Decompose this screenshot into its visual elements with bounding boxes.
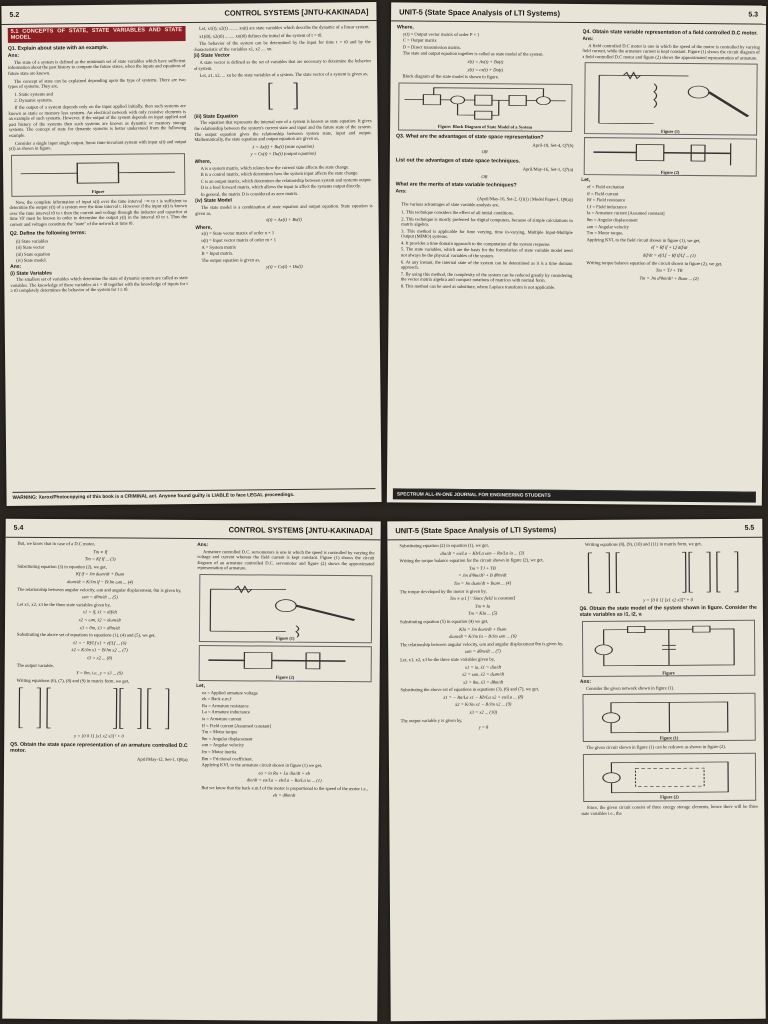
paragraph: A field controlled D.C motor is one in which the speed of the motor is controlled by varying field current, while the armature current is kept constant. Figure (1) shows the circuit diagram of a field controlled D.C motor and figure (2) shows the approximated representation of armature. bbox=[582, 42, 760, 61]
running-title: UNIT-5 (State Space Analysis of LTI Systems) bbox=[395, 524, 557, 535]
page-header bbox=[387, 519, 762, 541]
paragraph: The relationship between angular velocity, ωm and angular displacement, θm is given by, bbox=[17, 586, 182, 593]
definition: B is a control matrix, which determines how the system input affects the state change. bbox=[200, 170, 359, 177]
right-column bbox=[194, 542, 375, 1017]
equation: x1 = ia, ẋ1 = dia/dt bbox=[464, 664, 502, 670]
question: What are the merits of state variable techniques? bbox=[395, 181, 517, 189]
equation: x2 = ωm, ẋ2 = dωm/dt bbox=[78, 617, 121, 623]
equation: ea = ia Ra + La dia/dt + eb bbox=[258, 770, 310, 776]
equation: dωm/dt = K/Jm if − B/Jm ωm ... (4) bbox=[66, 579, 134, 585]
left-column bbox=[393, 24, 575, 488]
equation: y(t) = Cx(t) + Du(t) bbox=[266, 264, 303, 270]
list-item: (i) State variables bbox=[15, 238, 49, 244]
paragraph: But we know that the back e.m.f of the motor is proportional to the speed of the motor i.e., bbox=[201, 784, 368, 792]
equation: ef = Rf if + Lf dif/dt bbox=[650, 244, 688, 251]
question: Q5. Obtain the state space representation of an armature controlled D.C motor. bbox=[10, 741, 188, 754]
paragraph: Since, the given circuit consist of three energy storage elements, hence there will be three state variables i.e., the bbox=[580, 803, 759, 816]
list-item: 4. It provides a time domain approach to the computation of the system response. bbox=[401, 240, 551, 247]
equation: Tm ∝ Ia bbox=[475, 603, 491, 609]
question: Q4. Obtain state variable representation of a field controlled D.C motor. bbox=[582, 29, 758, 37]
page-header bbox=[1, 2, 376, 25]
answer-label: Ans: bbox=[582, 36, 594, 43]
paragraph: Applying KVL to the armature circuit shown in figure (1) we get, bbox=[201, 762, 323, 769]
or-separator: OR bbox=[481, 173, 488, 179]
left-column bbox=[393, 542, 574, 1017]
page-number: 5.4 bbox=[13, 524, 24, 532]
equation: Y = θm, i.e., y = x3 ... (9) bbox=[76, 670, 123, 676]
equation: = Jm d²θm/dt² + B dθm/dt bbox=[458, 572, 507, 579]
paragraph: Let, x1(t), x2(t) ........ xn(t) are state variables which describe the dynamic of a linear system. bbox=[199, 24, 370, 31]
paragraph: Substituting equation (2) in equation (1), we get, bbox=[399, 542, 489, 549]
page-5-3 bbox=[387, 2, 766, 505]
paragraph: Substituting the above set of equations in equations (1), (4) and (5), we get, bbox=[16, 631, 156, 638]
page-number: 5.5 bbox=[744, 524, 755, 532]
definition: Rf = Field resistance bbox=[586, 197, 626, 203]
subheading: (iii) State Equation bbox=[194, 113, 238, 120]
definition: y(t) = Output vector matrix of order P × 1 bbox=[402, 31, 480, 37]
figure-caption: Figure (2) bbox=[658, 795, 681, 801]
state-matrix bbox=[581, 549, 755, 594]
definition: Tm = Motor torque. bbox=[586, 230, 624, 236]
paragraph: The output equation is given as, bbox=[201, 257, 261, 263]
definition: Ra = Armature resistance bbox=[201, 702, 249, 709]
paragraph: Substituting equation (3) in equation (2), we get, bbox=[17, 563, 107, 570]
paragraph: The concept of state can be explained depending upon the type of systems. There are two types of systems. They are, bbox=[8, 76, 186, 90]
equation: ωm = dθm/dt ... (7) bbox=[465, 648, 501, 655]
definition: ea = Applied armature voltage bbox=[202, 689, 258, 696]
paragraph: Substituting the above set of equations in equations (3), (6) and (7), we get, bbox=[400, 686, 540, 693]
answer-label: Ans: bbox=[579, 679, 592, 686]
paragraph: The behavior of the system can be determined by the input for time t > t0 and by the characteristic of the variables x1, x2 .... xn. bbox=[193, 39, 371, 52]
definition: u(t) = Input vector matrix of order m × 1 bbox=[201, 237, 277, 243]
right-column bbox=[579, 541, 760, 1016]
subheading: (i) State Variables bbox=[10, 270, 52, 277]
figure-system bbox=[11, 153, 185, 197]
page-header bbox=[6, 519, 381, 541]
equation: ẋ1 = − Ra/La x1 − Kb/La x2 + ea/La ... (8) bbox=[443, 694, 524, 700]
question: List out the advantages of state space techniques. bbox=[395, 157, 521, 165]
equation: dif/dt = ef/Lf − Rf if/Lf ... (1) bbox=[642, 252, 696, 258]
list-item: 8. This method can be used as substitute, where Laplace transform is not applicable. bbox=[400, 283, 556, 290]
running-title: UNIT-5 (State Space Analysis of LTI Systems) bbox=[399, 6, 561, 18]
figure-caption: Figure (2) bbox=[274, 675, 297, 681]
equation: y = [0 0 1] [x1 x2 x3]ᵀ + 0 bbox=[74, 733, 124, 739]
equation: y = θ bbox=[478, 724, 489, 730]
paragraph: x1(t0), x2(t0) ........ xn(t0) defines the initial of the system of t = t0. bbox=[199, 32, 323, 39]
paragraph: In general, the matrix D is considered as zero matrix. bbox=[200, 190, 299, 197]
list-item: 2. Dynamic systems. bbox=[14, 97, 53, 104]
equation: Tm = TJ + TB bbox=[469, 565, 496, 571]
equation: y = [0 0 1] [x1 x2 x3]ᵀ + 0 bbox=[643, 596, 693, 603]
figure-armature-motor-circuit bbox=[198, 574, 372, 643]
paragraph: The state of a system is defined as the minimum set of state variables which have sufficient information about the past history to compute the future states, when the inputs and equations of future state are known. bbox=[8, 57, 186, 76]
list-item: (ii) State vector bbox=[15, 244, 45, 251]
paragraph: Now, the complete information of input x(t) over the time interval −∞ to t is sufficient to determine the output y(t) of a system over the time interval t. However if the input x(t) is known over the time interval t0 to t then the current and voltage through the inductor and capacitor at time 't0' must be known in order to determine the output y(t) in the interval t0 to t. Thus the current and voltages constitute the "state" of the network at time t0. bbox=[9, 197, 188, 227]
exam-reference: April/May-16, Set-1, Q7(a) bbox=[522, 166, 574, 172]
definition: x(t) = State vector matrix of order n × 1 bbox=[201, 230, 275, 237]
figure-network-2 bbox=[582, 753, 756, 802]
definition: Tm = Motor torque bbox=[201, 729, 238, 735]
list-item: (iii) State equation bbox=[15, 251, 51, 257]
paragraph: If the output of a system depends only on the input applied initially, then such systems are known as static or memory less systems. An electrical network with only resistive elements is an example of such systems. However, if the output of the system depends on input applied and past history of the systems then such systems are known as dynamic or memory storage systems. The concept of state for dynamic systems is better understood from the following example. bbox=[8, 102, 187, 138]
question: Q2. Define the following terms: bbox=[9, 229, 87, 237]
where-label: Where, bbox=[195, 224, 212, 231]
list-item: (iv) State model. bbox=[16, 257, 47, 264]
definition: ef = Field excitation bbox=[587, 184, 625, 190]
definition: Ia = Armature current [Assumed constant] bbox=[586, 210, 665, 217]
list-item: 7. By using this method, the complexity of the system can be reduced greatly by considering the vector matrix algebra and compact notations of matrices with normal form. bbox=[400, 271, 573, 284]
equation: ẋ2 = K/Jm x1 − B/Jm x2 ... (9) bbox=[455, 701, 512, 708]
figure-armature-approx bbox=[198, 645, 372, 682]
equation: ẋ(t) = Ax(t) + Bu(t) bbox=[467, 59, 504, 65]
figure-caption: Figure (1) bbox=[274, 636, 297, 642]
equation: Tm ∝ If bbox=[93, 548, 108, 555]
subheading: (iv) State Model bbox=[194, 198, 232, 205]
definition: ωm = Angular velocity bbox=[586, 223, 629, 229]
equation: Tm = Kf If ... (3) bbox=[84, 556, 116, 562]
state-vector-matrix bbox=[196, 80, 370, 112]
figure-armature-approx bbox=[583, 137, 757, 177]
paragraph: Let, x1, x2, x3 be the three state variables given by, bbox=[400, 656, 495, 663]
answer-label: Ans: bbox=[395, 188, 407, 195]
definition: D is a feed forward matrix, which allows the input to affect the systems output directly. bbox=[200, 183, 362, 191]
question: Q1. Explain about state with an example. bbox=[7, 45, 109, 53]
paragraph: The relationship between angular velocity, ωm and angular displacement θm is given by, bbox=[400, 640, 564, 647]
answer-label: Ans: bbox=[10, 263, 22, 270]
definition: La = Armature inductance bbox=[201, 709, 251, 715]
equation: x3 = θm, ẋ3 = dθm/dt bbox=[79, 624, 120, 631]
page-footer bbox=[12, 488, 375, 503]
paragraph: A state vector is defined as the set of variables that are necessary to determine the behavior of system. bbox=[193, 58, 372, 71]
right-column bbox=[578, 26, 760, 490]
exam-reference: April-18, Set-4, Q7(b) bbox=[532, 142, 574, 148]
equation: Tm = KIa ... (5) bbox=[467, 610, 498, 617]
figure-caption: Figure (2) bbox=[659, 169, 682, 175]
definition: ωm = Angular velocity bbox=[201, 742, 244, 748]
figure-network-1 bbox=[582, 693, 756, 742]
where-label: Where, bbox=[396, 24, 414, 31]
question: Q3. What are the advantages of state space representation? bbox=[395, 133, 544, 141]
equation: Kf if = Jm dωm/dt + Bωm bbox=[75, 571, 125, 577]
section-tag: 5.1 CONCEPTS OF STATE, STATE VARIABLES AND STATE MODEL bbox=[8, 26, 186, 43]
equation: Tm = TJ + TB bbox=[655, 267, 683, 274]
paragraph: The equation that represents the internal rate of a system is known as state equation. It gives the relationship between the system's current state and input and the future state of the system. The output equation gives the relationship between system state, input and output. Mathematically, the state equation and output equation are given as, bbox=[194, 118, 372, 143]
subheading: (ii) State Vector bbox=[193, 52, 230, 60]
equation: ẋ = Ax(t) + Bu(t) (state equation) bbox=[252, 143, 314, 150]
definition: D = Direct transmission matrix. bbox=[402, 44, 462, 50]
definition: B = Input matrix. bbox=[201, 250, 234, 257]
journal-banner: SPECTRUM ALL-IN-ONE JOURNAL FOR ENGINEERING STUDENTS bbox=[396, 491, 551, 499]
paragraph: Let, x1, x2, ... xn be the state variables of a system. The state vector of a system is given as, bbox=[199, 71, 368, 79]
figure-network bbox=[581, 620, 755, 677]
definition: ia = Armature current bbox=[201, 716, 242, 722]
paragraph: The state and output equation together is called as state model of the system. bbox=[402, 50, 544, 58]
answer-label: Ans: bbox=[197, 542, 209, 549]
paragraph: Consider a single input single output, linear time-invariant system with input x(t) and output y(t) as shown in figure. bbox=[8, 138, 187, 152]
equation: ẋ2 = K/Jm x1 − B/Jm x2 ... (7) bbox=[71, 647, 128, 653]
paragraph: The smallest set of variables which determine the state of dynamic system are called as state variables. The knowledge of these variables at t = t0 together with the knowledge of inputs for t ≥ t0 completely determines the behavior of the system for t ≥ t0. bbox=[10, 275, 188, 294]
warning-text: WARNING: Xerox/Photocopying of this book is a CRIMINAL act. Anyone found guilty is LIABLE to face LEGAL proceedings. bbox=[12, 492, 295, 501]
page-header bbox=[391, 2, 766, 24]
paragraph: Writing equations (8), (9), (10) and (11) in matrix form, we get, bbox=[584, 541, 702, 547]
definition: eb = Back e.m.f bbox=[201, 696, 232, 702]
equation: ẋ3 = x2 ... (8) bbox=[86, 655, 113, 661]
let-label: Let, bbox=[581, 177, 591, 184]
paragraph: Let x1, x2, x3 be the three state variables given by, bbox=[17, 601, 111, 608]
equation: dia/dt = ea/La − Kb/La ωm − Ra/La ia ... (3) bbox=[440, 549, 525, 556]
definition: If = Field current [Assumed constant] bbox=[201, 722, 272, 729]
equation: x2 = ωm, ẋ2 = dωm/dt bbox=[462, 671, 505, 677]
paragraph: Consider the given network shown in figure (1). bbox=[585, 685, 675, 691]
where-label: Where, bbox=[194, 158, 212, 165]
paragraph: Substituting equation (5) in equation (4) we get, bbox=[399, 618, 489, 625]
running-title: CONTROL SYSTEMS [JNTU-KAKINADA] bbox=[224, 6, 369, 18]
equation: eb = dθm/dt bbox=[272, 793, 296, 799]
equation: ẋ1 = − Rf/Lf x1 + ef/Lf ... (6) bbox=[72, 639, 127, 646]
definition: C is an output matrix, which determines the relationship between system and systems output. bbox=[200, 176, 372, 184]
equation: dωm/dt = K/Jm Ia − B/Jm ωm ... (6) bbox=[449, 633, 517, 640]
figure-caption: Figure: Block Diagram of State Model of a System bbox=[436, 124, 534, 130]
equation: x3 = θm, ẋ3 = dθm/dt bbox=[463, 679, 504, 685]
paragraph: The various advantages of state variable analysis are, bbox=[401, 201, 500, 208]
definition: θm = Angular displacement bbox=[201, 735, 253, 742]
figure-caption: Figure (1) bbox=[658, 735, 681, 741]
answer-label: Ans: bbox=[7, 52, 20, 60]
paragraph: Writing equations (6), (7), (8) and (9) in matrix form, we get, bbox=[16, 677, 130, 684]
paragraph: The output variable y is given by, bbox=[400, 717, 463, 723]
state-matrix bbox=[12, 686, 186, 731]
definition: if = Field current bbox=[587, 190, 619, 196]
exam-reference: April/May-12, Set-1, Q8(a) bbox=[137, 756, 188, 762]
list-item: 1. This technique considers the effect of all initial conditions. bbox=[401, 209, 514, 216]
paragraph: The given circuit shown in figure (1) can be redrawn as shown in figure (2). bbox=[586, 744, 727, 751]
definition: A is a system matrix, which relates how the current state affects the state change. bbox=[200, 163, 350, 171]
page-5-5 bbox=[387, 519, 765, 1022]
left-column bbox=[8, 541, 189, 1016]
left-column bbox=[8, 26, 190, 490]
or-separator: OR bbox=[481, 149, 488, 155]
equation: Tm ∝ φ I [∵ Since field is constant] bbox=[449, 595, 516, 602]
equation: y(t) = cx(t) + Du(t) bbox=[467, 66, 504, 72]
paragraph: The output variable, bbox=[16, 662, 54, 668]
definition: θm = Angular displacement bbox=[586, 217, 638, 223]
definition: C = Output matrix bbox=[402, 37, 437, 43]
equation: x1 = if, ẋ1 = dif/dt bbox=[82, 609, 117, 615]
list-item: 1. Static systems and bbox=[14, 91, 53, 97]
page-number: 5.3 bbox=[748, 10, 759, 19]
right-column bbox=[193, 24, 375, 488]
paragraph: The torque developed by the motor is given by, bbox=[399, 588, 487, 594]
equation: dia/dt = ea/La − eb/La − Ra/La ia ... (1) bbox=[246, 777, 322, 784]
let-label: Let, bbox=[196, 682, 205, 690]
figure-caption: Figure bbox=[90, 189, 106, 195]
definition: Bm = Frictional coefficient. bbox=[201, 755, 253, 761]
figure-field-motor-circuit bbox=[584, 62, 758, 136]
equation: Tm = Jm d²θm/dt² + Bωm ... (2) bbox=[639, 275, 699, 281]
equation: ẋ(t) = Ax(t) + Bu(t) bbox=[266, 217, 302, 223]
page-number: 5.2 bbox=[9, 11, 20, 19]
paragraph: But, we know that in case of a D.C motor, bbox=[17, 540, 95, 547]
figure-caption: Figure (1) bbox=[659, 128, 682, 134]
list-item: 6. At any instant, the internal state of the system can be determined as it is a time domain approach. bbox=[400, 259, 573, 270]
list-item: 5. The state variables, which are the basis for the formulation of state variable model need not always be the physical variables of the system. bbox=[400, 246, 573, 259]
paragraph: Applying KVL to the field circuit shown in figure (1), we get, bbox=[586, 236, 701, 243]
running-title: CONTROL SYSTEMS [JNTU-KAKINADA] bbox=[228, 524, 373, 535]
equation: KIa = Jm dωm/dt + Bωm bbox=[459, 626, 507, 632]
exam-reference: (April/May-16, Set-2, Q1(i) | Model Paper-I, Q9(a)) bbox=[477, 195, 573, 202]
definition: A = System matrix bbox=[201, 244, 237, 250]
definition: Jm = Motor inertia bbox=[201, 748, 237, 755]
paragraph: Armature controlled D.C. servomotors is one in which the speed is controlled by varying the voltage and current whereas the field current is kept constant. Figure (1) shows the circuit diagram of an armature controlled D.C. servomotor and figure (2) shows the approximated representation of armature. bbox=[196, 548, 375, 571]
figure-block-diagram bbox=[398, 82, 572, 132]
definition: Lf = Field inductance bbox=[586, 203, 627, 210]
equation: Tm = Jm dωm/dt + Bωm ... (4) bbox=[453, 580, 512, 586]
page-5-2 bbox=[1, 2, 381, 506]
paragraph: The state model is a combination of state equation and output equation. State equation is given as, bbox=[195, 203, 373, 216]
paragraph: Writing torque balance equation of the circuit shown in figure (2), we get, bbox=[586, 259, 723, 266]
list-item: 2. This technique is mostly preferred for digital computers, because of simple calculations in matrix algebra. bbox=[401, 215, 573, 227]
question: Q6. Obtain the state model of the system shown in figure. Consider the state variables as i1, i2, v. bbox=[579, 604, 757, 619]
equation: ωm = dθm/dt ... (5) bbox=[82, 594, 118, 600]
equation: y = Cx(t) + Du(t) (output equation) bbox=[250, 151, 316, 157]
paragraph: Writing the torque balance equation for the circuit shown in figure (2), we get, bbox=[399, 557, 544, 564]
page-footer bbox=[393, 488, 756, 502]
list-item: 3. This method is applicable for time varying, time in-varying, Multiple Input-Multiple Output (MIMO) systems. bbox=[401, 228, 573, 240]
figure-caption: Figure bbox=[660, 670, 676, 676]
page-5-4 bbox=[2, 519, 380, 1022]
paragraph: Block diagram of the state model is shown in figure. bbox=[402, 73, 500, 80]
equation: ẋ3 = x2 ... (10) bbox=[469, 709, 498, 715]
